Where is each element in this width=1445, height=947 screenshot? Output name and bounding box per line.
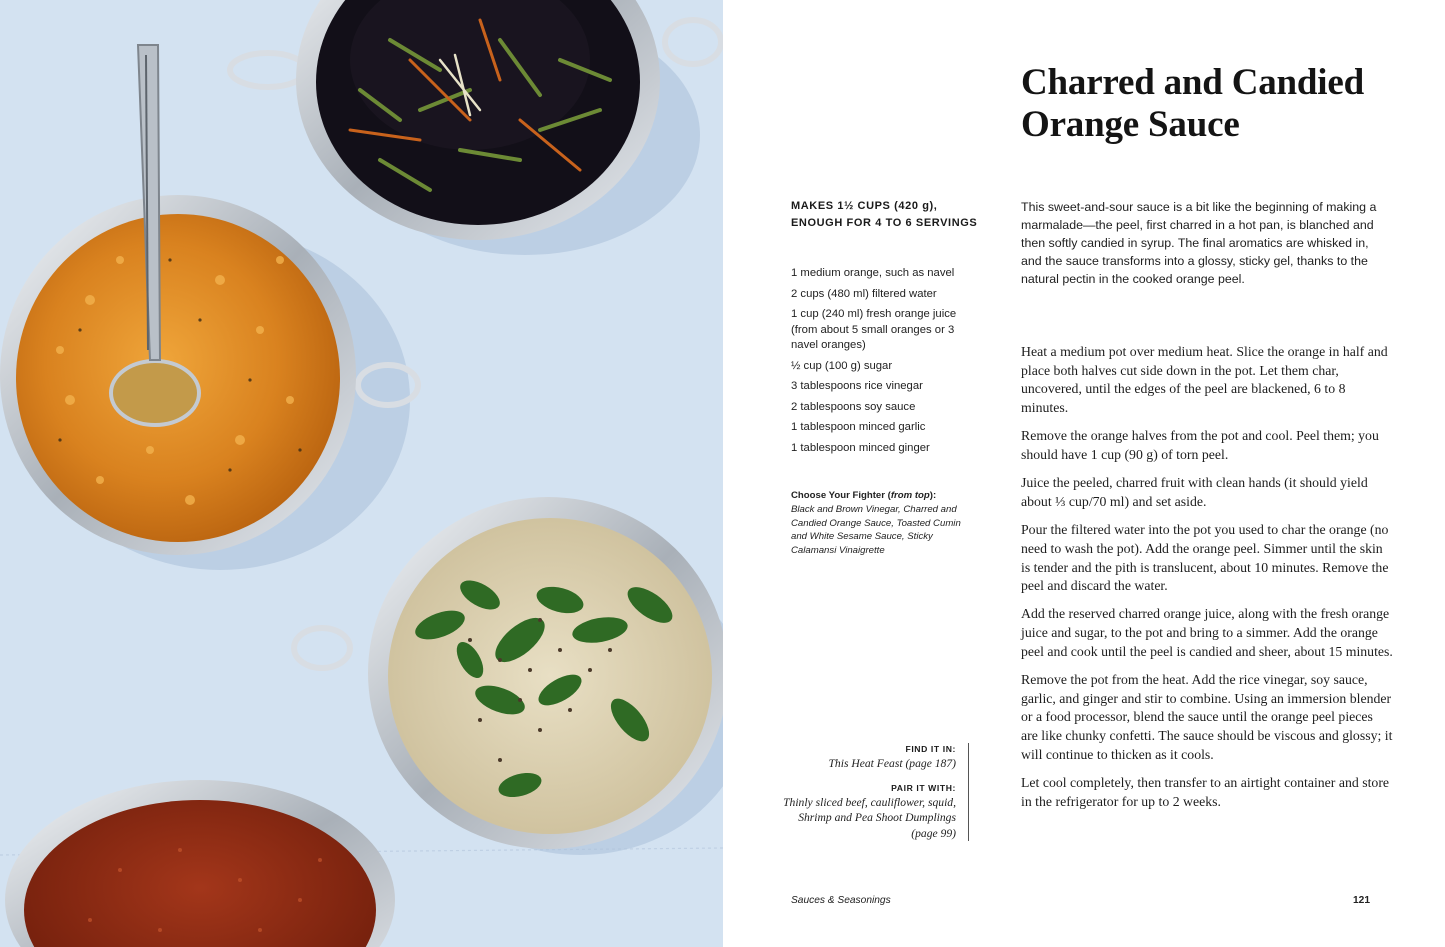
pair-it-with-label: PAIR IT WITH: bbox=[891, 782, 956, 793]
ingredient-item: ½ cup (100 g) sugar bbox=[791, 359, 893, 372]
method-step: Add the reserved charred orange juice, along with the fresh orange juice and sugar, to the pot and bring to a simmer. Add the orange peel and cook until the peel is candied and sheer, about 15 minutes. bbox=[1021, 606, 1393, 659]
ingredient-item: 2 cups (480 ml) filtered water bbox=[791, 287, 937, 300]
page-number: 121 bbox=[1353, 895, 1370, 906]
photo-caption bbox=[791, 489, 973, 558]
method-steps bbox=[1021, 343, 1393, 821]
recipe-intro: This sweet-and-sour sauce is a bit like the beginning of making a marmalade—the peel, first charred in a hot pan, is blanched and then softly candied in syrup. The final aromatics are whisked in, and the sauce transforms into a glossy, sticky gel, thanks to the natural pectin in the cooked orange peel. bbox=[1021, 200, 1377, 286]
yield-info bbox=[791, 198, 1001, 232]
ingredient-item: 1 tablespoon minced ginger bbox=[791, 441, 930, 454]
method-step: Remove the orange halves from the pot and cool. Peel them; you should have 1 cup (90 g) of torn peel. bbox=[1021, 428, 1379, 463]
yield-line-2: ENOUGH FOR 4 TO 6 SERVINGS bbox=[791, 217, 978, 229]
method-step: Pour the filtered water into the pot you used to char the orange (no need to wash the pot). Add the orange peel. Simmer until the skin is tender and the pith is translucent, about 10 minutes. Remove the peel and discard the water. bbox=[1021, 522, 1389, 594]
method-step: Remove the pot from the heat. Add the rice vinegar, soy sauce, garlic, and ginger and stir to combine. Using an immersion blender or a food processor, blend the sauce until the orange peel pieces are like chunky confetti. The sauce should be viscous and glossy; it will continue to thicken as it cools. bbox=[1021, 672, 1393, 762]
method-step: Juice the peeled, charred fruit with clean hands (it should yield about ⅓ cup/70 ml) and set aside. bbox=[1021, 475, 1368, 509]
recipe-title bbox=[1021, 62, 1421, 146]
caption-heading: Choose Your Fighter (from top): bbox=[791, 490, 937, 501]
title-line-1: Charred and Candied bbox=[1021, 62, 1364, 103]
method-step: Heat a medium pot over medium heat. Slice the orange in half and place both halves cut side down in the pot. Let them char, uncovered, until the edges of the peel are blackened, 6 to 8 minutes. bbox=[1021, 344, 1388, 416]
ingredient-item: 2 tablespoons soy sauce bbox=[791, 400, 916, 413]
ingredient-list bbox=[791, 266, 973, 461]
ingredient-item: 1 cup (240 ml) fresh orange juice (from about 5 small oranges or 3 navel oranges) bbox=[791, 308, 957, 351]
running-footer-section: Sauces & Seasonings bbox=[791, 895, 891, 906]
title-line-2: Orange Sauce bbox=[1021, 104, 1240, 145]
yield-line-1: MAKES 1½ CUPS (420 g), bbox=[791, 200, 938, 212]
method-step: Let cool completely, then transfer to an airtight container and store in the refrigerator for up to 2 weeks. bbox=[1021, 775, 1390, 809]
ingredient-item: 1 tablespoon minced garlic bbox=[791, 421, 926, 433]
pair-it-with-value: Thinly sliced beef, cauliflower, squid, Shrimp and Pea Shoot Dumplings (page 99) bbox=[783, 795, 956, 840]
recipe-page bbox=[723, 0, 1445, 947]
ingredient-item: 3 tablespoons rice vinegar bbox=[791, 380, 923, 392]
caption-body: Black and Brown Vinegar, Charred and Candied Orange Sauce, Toasted Cumin and White Sesame Sauce, Sticky Calamansi Vinaigrette bbox=[791, 503, 961, 557]
find-it-in-label: FIND IT IN: bbox=[905, 744, 956, 754]
cross-reference-note bbox=[783, 743, 969, 841]
find-it-in-value: This Heat Feast (page 187) bbox=[828, 757, 956, 770]
ingredient-item: 1 medium orange, such as navel bbox=[791, 267, 955, 279]
